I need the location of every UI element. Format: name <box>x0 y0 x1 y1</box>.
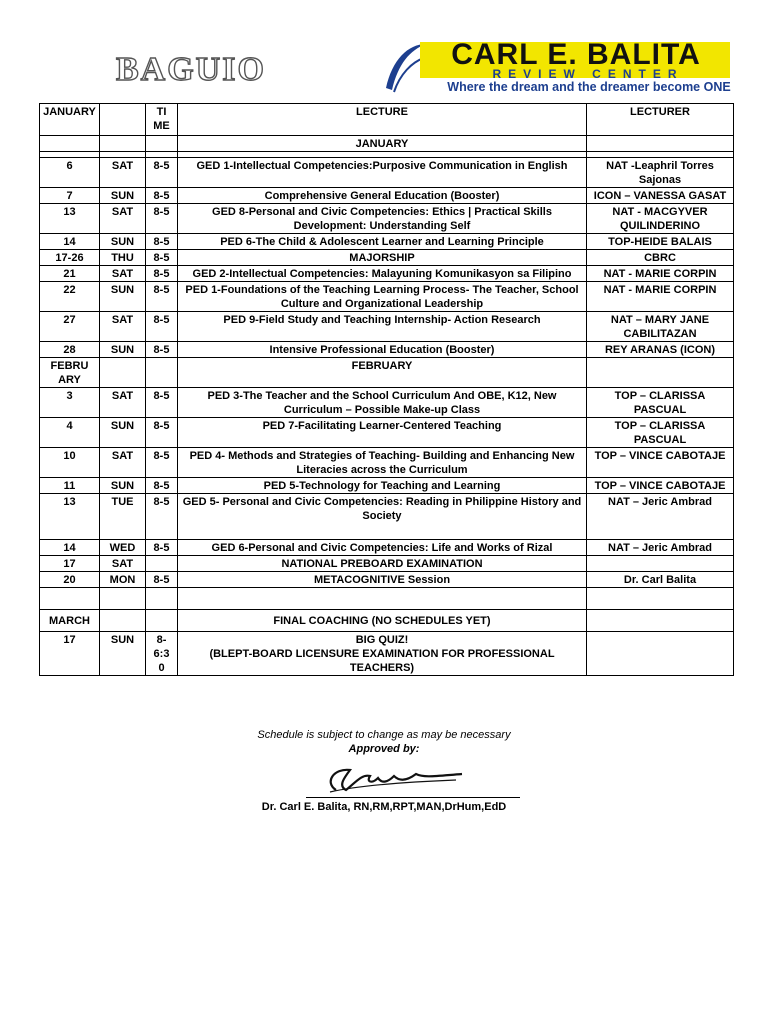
header-month: JANUARY <box>40 104 100 136</box>
schedule-note: Schedule is subject to change as may be necessary <box>257 729 511 741</box>
lecture-cell: PED 5-Technology for Teaching and Learning <box>178 478 587 494</box>
day-cell: SUN <box>100 234 146 250</box>
table-row <box>40 632 734 676</box>
lecture-cell: GED 1-Intellectual Competencies:Purposive Communication in English <box>178 158 587 188</box>
table-row <box>40 572 734 588</box>
date-cell: 22 <box>40 282 100 312</box>
day-cell: SAT <box>100 448 146 478</box>
empty-cell <box>40 588 100 610</box>
lecturer-cell: NAT – MARY JANE CABILITAZAN <box>587 312 734 342</box>
header-lecturer: LECTURER <box>587 104 734 136</box>
table-header-row <box>40 104 734 136</box>
empty-cell <box>587 588 734 610</box>
lecture-cell: GED 8-Personal and Civic Competencies: Ethics | Practical Skills Development: Understanding Self <box>178 204 587 234</box>
lecture-cell: Comprehensive General Education (Booster) <box>178 188 587 204</box>
signature-image <box>316 760 466 798</box>
empty-cell <box>587 610 734 632</box>
time-cell: 8-5 <box>146 250 178 266</box>
lecture-cell: GED 6-Personal and Civic Competencies: Life and Works of Rizal <box>178 540 587 556</box>
page-header <box>0 0 768 100</box>
time-cell: 8-5 <box>146 494 178 540</box>
lecturer-cell <box>587 556 734 572</box>
time-cell: 8-5 <box>146 572 178 588</box>
lecture-subtitle: (BLEPT-BOARD LICENSURE EXAMINATION FOR PROFESSIONAL TEACHERS) <box>209 648 555 674</box>
time-cell: 8-5 <box>146 282 178 312</box>
month-side-label: FEBRU ARY <box>40 358 100 388</box>
lecturer-cell: NAT – Jeric Ambrad <box>587 494 734 540</box>
empty-cell <box>178 588 587 610</box>
day-cell: SAT <box>100 312 146 342</box>
date-cell: 21 <box>40 266 100 282</box>
empty-cell <box>587 358 734 388</box>
spacer-row <box>40 588 734 610</box>
month-label: FINAL COACHING (NO SCHEDULES YET) <box>178 610 587 632</box>
review-center-logo <box>378 40 730 96</box>
lecture-cell: NATIONAL PREBOARD EXAMINATION <box>178 556 587 572</box>
empty-cell <box>100 610 146 632</box>
logo-tagline: Where the dream and the dreamer become ONE <box>447 80 731 94</box>
time-cell: 8- 6:3 0 <box>146 632 178 676</box>
empty-cell <box>146 610 178 632</box>
table-row <box>40 312 734 342</box>
empty-cell <box>100 588 146 610</box>
day-cell: SUN <box>100 632 146 676</box>
time-cell: 8-5 <box>146 188 178 204</box>
day-cell: TUE <box>100 494 146 540</box>
date-cell: 20 <box>40 572 100 588</box>
time-cell: 8-5 <box>146 342 178 358</box>
time-cell: 8-5 <box>146 204 178 234</box>
table-row <box>40 556 734 572</box>
table-row <box>40 494 734 540</box>
month-row-february <box>40 358 734 388</box>
day-cell: SUN <box>100 342 146 358</box>
date-cell: 13 <box>40 204 100 234</box>
lecturer-cell: CBRC <box>587 250 734 266</box>
table-row <box>40 158 734 188</box>
day-cell: SAT <box>100 556 146 572</box>
day-cell: SAT <box>100 158 146 188</box>
date-cell: 14 <box>40 234 100 250</box>
lecture-title: BIG QUIZ! <box>355 634 409 646</box>
lecturer-cell: ICON – VANESSA GASAT <box>587 188 734 204</box>
date-cell: 10 <box>40 448 100 478</box>
logo-name: CARL E. BALITA <box>451 38 701 71</box>
table-row <box>40 540 734 556</box>
signatory-name: Dr. Carl E. Balita, RN,RM,RPT,MAN,DrHum,EdD <box>261 801 507 813</box>
time-cell <box>146 556 178 572</box>
header-time: TI ME <box>146 104 178 136</box>
date-cell: 7 <box>40 188 100 204</box>
day-cell: SUN <box>100 418 146 448</box>
empty-cell <box>100 358 146 388</box>
lecture-cell: PED 4- Methods and Strategies of Teaching- Building and Enhancing New Literacies across the Curriculum <box>178 448 587 478</box>
lecture-cell: PED 1-Foundations of the Teaching Learning Process- The Teacher, School Culture and Organizational Leadership <box>178 282 587 312</box>
time-cell: 8-5 <box>146 540 178 556</box>
time-cell: 8-5 <box>146 448 178 478</box>
day-cell: MON <box>100 572 146 588</box>
lecturer-cell: TOP-HEIDE BALAIS <box>587 234 734 250</box>
date-cell: 11 <box>40 478 100 494</box>
logo-subtitle: REVIEW CENTER <box>492 67 684 81</box>
date-cell: 17-26 <box>40 250 100 266</box>
table-row <box>40 342 734 358</box>
table-row <box>40 388 734 418</box>
header-lecture: LECTURE <box>178 104 587 136</box>
month-row-march <box>40 610 734 632</box>
time-cell: 8-5 <box>146 158 178 188</box>
lecture-cell: MAJORSHIP <box>178 250 587 266</box>
date-cell: 14 <box>40 540 100 556</box>
date-cell: 17 <box>40 556 100 572</box>
day-cell: SAT <box>100 388 146 418</box>
table-row <box>40 282 734 312</box>
date-cell: 4 <box>40 418 100 448</box>
lecturer-cell: REY ARANAS (ICON) <box>587 342 734 358</box>
lecture-cell: PED 7-Facilitating Learner-Centered Teaching <box>178 418 587 448</box>
lecturer-cell: NAT - MARIE CORPIN <box>587 266 734 282</box>
lecturer-cell: NAT -Leaphril Torres Sajonas <box>587 158 734 188</box>
table-row <box>40 234 734 250</box>
schedule-table <box>39 103 734 676</box>
lecturer-cell: Dr. Carl Balita <box>587 572 734 588</box>
day-cell: SUN <box>100 282 146 312</box>
time-cell: 8-5 <box>146 388 178 418</box>
lecture-cell: PED 6-The Child & Adolescent Learner and Learning Principle <box>178 234 587 250</box>
signature-line <box>306 797 520 798</box>
empty-cell <box>146 588 178 610</box>
date-cell: 3 <box>40 388 100 418</box>
location-title: BAGUIO <box>116 51 266 88</box>
approved-by-label: Approved by: <box>348 743 420 755</box>
date-cell: 13 <box>40 494 100 540</box>
lecturer-cell: TOP – CLARISSA PASCUAL <box>587 388 734 418</box>
table-row <box>40 188 734 204</box>
table-row <box>40 418 734 448</box>
lecturer-cell: TOP – CLARISSA PASCUAL <box>587 418 734 448</box>
lecture-cell: METACOGNITIVE Session <box>178 572 587 588</box>
table-row <box>40 478 734 494</box>
lecture-cell: GED 5- Personal and Civic Competencies: Reading in Philippine History and Society <box>178 494 587 540</box>
table-row <box>40 266 734 282</box>
empty-cell <box>146 358 178 388</box>
table-row <box>40 448 734 478</box>
month-row-january <box>40 136 734 152</box>
date-cell: 17 <box>40 632 100 676</box>
month-label: FEBRUARY <box>178 358 587 388</box>
time-cell: 8-5 <box>146 478 178 494</box>
lecture-cell: Intensive Professional Education (Booster) <box>178 342 587 358</box>
date-cell: 6 <box>40 158 100 188</box>
lecturer-cell: NAT - MARIE CORPIN <box>587 282 734 312</box>
lecturer-cell <box>587 632 734 676</box>
time-cell: 8-5 <box>146 418 178 448</box>
month-side-label: MARCH <box>40 610 100 632</box>
lecture-cell: GED 2-Intellectual Competencies: Malayuning Komunikasyon sa Filipino <box>178 266 587 282</box>
day-cell: WED <box>100 540 146 556</box>
month-label: JANUARY <box>178 136 587 152</box>
day-cell: THU <box>100 250 146 266</box>
lecture-cell <box>178 632 587 676</box>
lecture-cell: PED 9-Field Study and Teaching Internship- Action Research <box>178 312 587 342</box>
lecturer-cell: TOP – VINCE CABOTAJE <box>587 478 734 494</box>
lecture-cell: PED 3-The Teacher and the School Curriculum And OBE, K12, New Curriculum – Possible Make-up Class <box>178 388 587 418</box>
day-cell: SUN <box>100 188 146 204</box>
lecturer-cell: NAT - MACGYVER QUILINDERINO <box>587 204 734 234</box>
time-cell: 8-5 <box>146 266 178 282</box>
time-cell: 8-5 <box>146 312 178 342</box>
day-cell: SAT <box>100 204 146 234</box>
time-cell: 8-5 <box>146 234 178 250</box>
lecturer-cell: TOP – VINCE CABOTAJE <box>587 448 734 478</box>
header-day <box>100 104 146 136</box>
date-cell: 28 <box>40 342 100 358</box>
day-cell: SAT <box>100 266 146 282</box>
table-row <box>40 250 734 266</box>
lecturer-cell: NAT – Jeric Ambrad <box>587 540 734 556</box>
date-cell: 27 <box>40 312 100 342</box>
day-cell: SUN <box>100 478 146 494</box>
table-row <box>40 204 734 234</box>
